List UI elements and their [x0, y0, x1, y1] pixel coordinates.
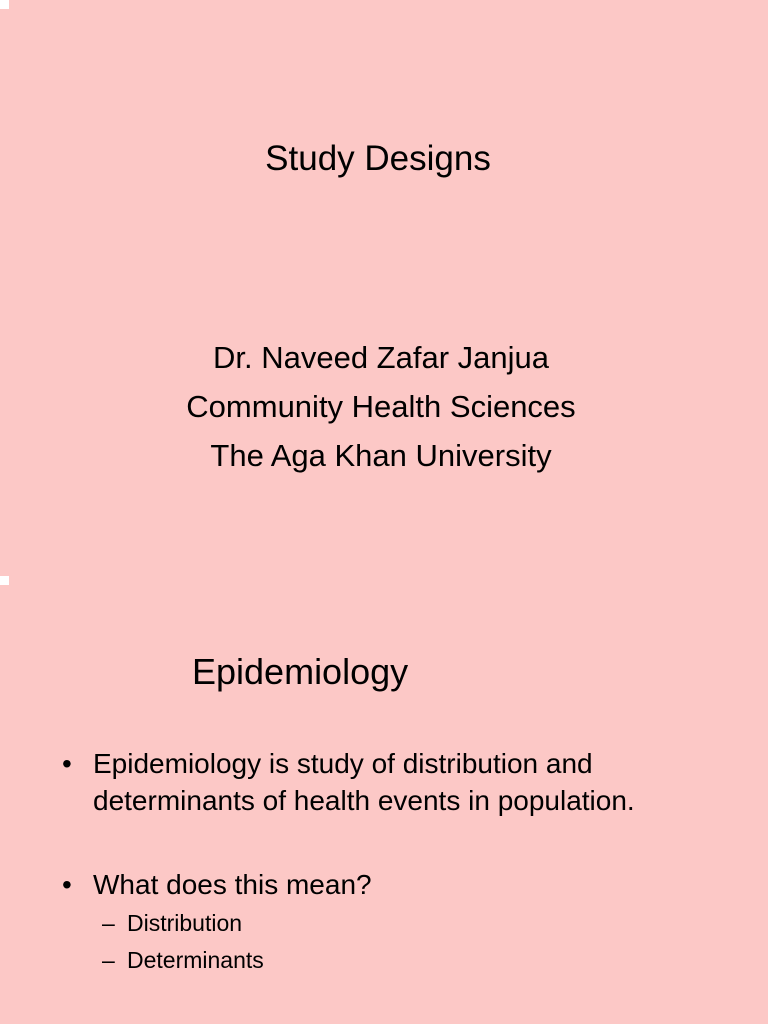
- bullet-dot: •: [62, 748, 72, 779]
- bullet-dot: •: [62, 869, 72, 900]
- bullet-text: Epidemiology is study of distribution and determinants of health events in population.: [93, 748, 635, 816]
- slide-title: Study Designs: [265, 139, 491, 178]
- sub-bullet-dash: –: [102, 910, 115, 936]
- sub-bullet-item: [102, 905, 742, 942]
- bullet-item: [62, 866, 742, 903]
- author-block: [0, 333, 762, 480]
- sub-bullet-list: [62, 905, 742, 979]
- sub-bullet-text: Determinants: [127, 947, 264, 973]
- bullet-list: [62, 745, 742, 979]
- sub-bullet-item: [102, 942, 742, 979]
- author-name: Dr. Naveed Zafar Janjua: [212, 340, 549, 375]
- sub-bullet-text: Distribution: [127, 910, 243, 936]
- slide-marker: [0, 0, 9, 9]
- author-institution: The Aga Khan University: [210, 438, 552, 473]
- slide-epidemiology: [0, 576, 768, 1024]
- author-department: Community Health Sciences: [186, 389, 576, 424]
- bullet-item: [62, 745, 742, 819]
- slide-marker: [0, 576, 9, 585]
- sub-bullet-dash: –: [102, 947, 115, 973]
- slide-title: Epidemiology: [192, 651, 409, 692]
- bullet-text: What does this mean?: [93, 869, 372, 900]
